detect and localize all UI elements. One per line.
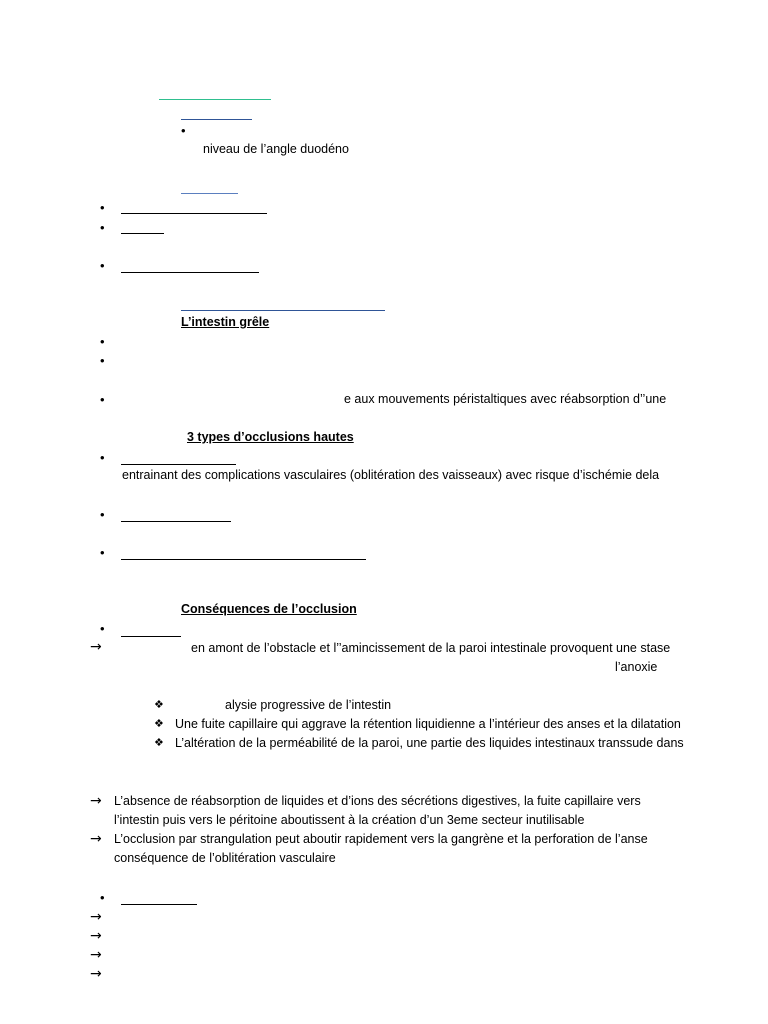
text-line-anoxie: l’anoxie [615, 660, 658, 674]
arrow: → [90, 947, 102, 963]
blue-rule [181, 310, 385, 311]
bullet: • [100, 621, 105, 636]
arrow: → [90, 639, 102, 655]
green-rule [159, 99, 271, 100]
diamond-bullet: ❖ [154, 717, 164, 730]
bullet: • [181, 123, 186, 138]
text-line-alteration: L’altération de la perméabilité de la paroi, une partie des liquides intestinaux transsude dans [175, 736, 684, 750]
blue-rule [181, 119, 252, 120]
arrow: → [90, 793, 102, 809]
bullet: • [100, 353, 105, 368]
underline-rule [121, 233, 164, 234]
text-line-absence-2: l’intestin puis vers le péritoine aboutissent à la création d’un 3eme secteur inutilisable [114, 813, 585, 827]
text-line-strangulation-1: L’occlusion par strangulation peut aboutir rapidement vers la gangrène et la perforation de l’anse [114, 832, 648, 846]
heading-3-types: 3 types d’occlusions hautes [187, 430, 354, 444]
arrow: → [90, 966, 102, 982]
diamond-bullet: ❖ [154, 736, 164, 749]
underline-rule [121, 272, 259, 273]
text-line-peristaltiques: e aux mouvements péristaltiques avec réabsorption d’’une [344, 392, 667, 406]
bullet: • [100, 545, 105, 560]
underline-rule [121, 521, 231, 522]
underline-rule [121, 213, 267, 214]
heading-consequences: Conséquences de l’occlusion [181, 602, 357, 616]
bullet: • [100, 890, 105, 905]
text-line-complications: entrainant des complications vasculaires (oblitération des vaisseaux) avec risque d’ischémie dela [122, 468, 660, 482]
arrow: → [90, 831, 102, 847]
text-line-fuite: Une fuite capillaire qui aggrave la rétention liquidienne a l’intérieur des anses et la dilatation [175, 717, 681, 731]
underline-rule [121, 559, 366, 560]
bullet: • [100, 392, 105, 407]
bullet: • [100, 507, 105, 522]
underline-rule [121, 904, 197, 905]
blue-rule [181, 193, 238, 194]
bullet: • [100, 220, 105, 235]
arrow: → [90, 909, 102, 925]
text-line-strangulation-2: conséquence de l’oblitération vasculaire [114, 851, 336, 865]
bullet: • [100, 334, 105, 349]
text-line-absence-1: L’absence de réabsorption de liquides et d’ions des sécrétions digestives, la fuite capillaire vers [114, 794, 641, 808]
underline-rule [121, 464, 236, 465]
bullet: • [100, 450, 105, 465]
heading-intestin-grele: L’intestin grêle [181, 315, 270, 329]
diamond-bullet: ❖ [154, 698, 164, 711]
bullet: • [100, 258, 105, 273]
text-line-paralysie: alysie progressive de l’intestin [225, 698, 392, 712]
arrow: → [90, 928, 102, 944]
text-line-amont: en amont de l’obstacle et l’’amincissement de la paroi intestinale provoquent une stase [191, 641, 671, 655]
text-line-angle: niveau de l’angle duodéno [203, 142, 349, 156]
underline-rule [121, 636, 181, 637]
bullet: • [100, 200, 105, 215]
